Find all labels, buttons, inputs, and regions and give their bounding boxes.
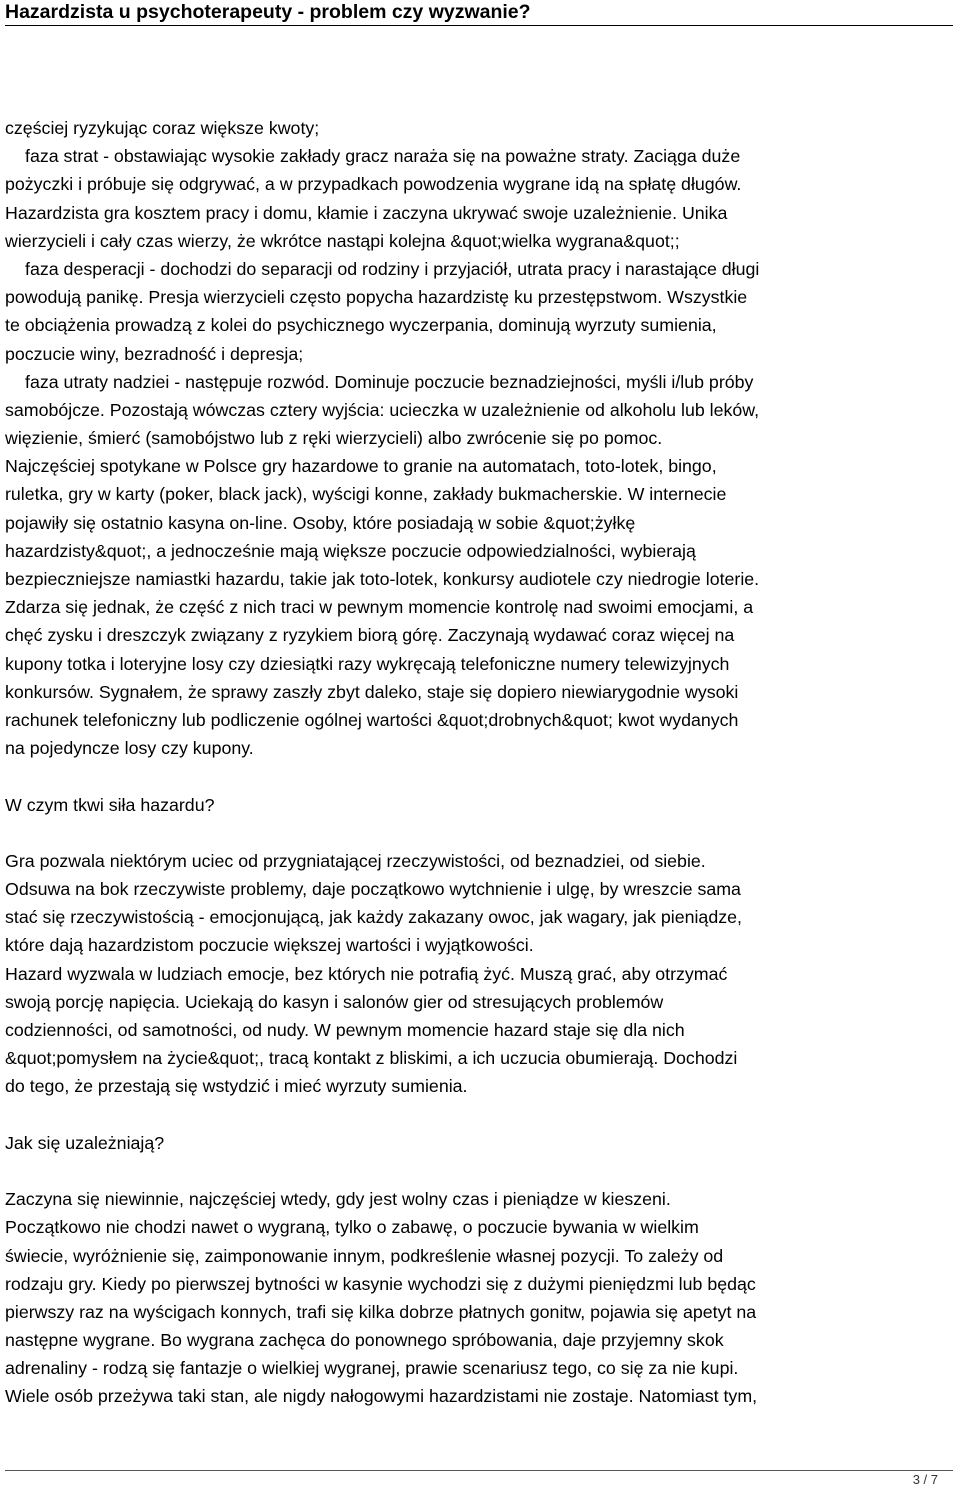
text-line: pożyczki i próbuje się odgrywać, a w przypadkach powodzenia wygrane idą na spłatę długów. [5, 174, 742, 195]
text-line: stać się rzeczywistością - emocjonującą, jak każdy zakazany owoc, jak wagary, jak pieniądze, [5, 907, 742, 928]
blank-line [5, 762, 955, 790]
text-line: Hazardzista gra kosztem pracy i domu, kłamie i zaczyna ukrywać swoje uzależnienie. Unika [5, 202, 728, 223]
blank-line [5, 819, 955, 847]
text-line: konkursów. Sygnałem, że sprawy zaszły zbyt daleko, staje się dopiero niewiarygodnie wysoki [5, 681, 739, 702]
text-line: częściej ryzykując coraz większe kwoty; [5, 118, 320, 138]
blank-line [5, 1101, 955, 1129]
page-number: 3 / 7 [912, 1472, 938, 1487]
text-line: codzienności, od samotności, od nudy. W pewnym momencie hazard staje się dla nich [5, 1020, 685, 1040]
text-line: swoją porcję napięcia. Uciekają do kasyn i salonów gier od stresujących problemów [5, 991, 664, 1012]
text-line: chęć zysku i dreszczyk związany z ryzykiem biorą górę. Zaczynają wydawać coraz więcej na [5, 625, 735, 646]
list-item-desperation-phase: faza desperacji - dochodzi do separacji od rodziny i przyjaciół, utrata pracy i narastające długi [25, 258, 760, 279]
text-line: rodzaju gry. Kiedy po pierwszej bytności w kasynie wychodzi się z dużymi pieniędzmi lub będąc [5, 1273, 756, 1294]
text-line: samobójcze. Pozostają wówczas cztery wyjścia: ucieczka w uzależnienie od alkoholu lub leków, [5, 399, 760, 420]
text-line: &quot;pomysłem na życie&quot;, tracą kontakt z bliskimi, a ich uczucia obumierają. Dochodzi [5, 1048, 738, 1069]
text-line: poczucie winy, bezradność i depresja; [5, 343, 304, 364]
text-line: powodują panikę. Presja wierzycieli często popycha hazardzistę ku przestępstwom. Wszystkie [5, 287, 748, 308]
document-title: Hazardzista u psychoterapeuty - problem czy wyzwanie? [5, 1, 531, 23]
header-divider [5, 25, 953, 26]
text-line: Początkowo nie chodzi nawet o wygraną, tylko o zabawę, o poczucie bywania w wielkim [5, 1217, 699, 1238]
text-line: na pojedyncze losy czy kupony. [5, 738, 254, 759]
list-item-hopelessness-phase: faza utraty nadziei - następuje rozwód. Dominuje poczucie beznadziejności, myśli i/lub próby [25, 371, 754, 392]
text-line: ruletka, gry w karty (poker, black jack), wyścigi konne, zakłady bukmacherskie. W internecie [5, 484, 727, 505]
text-line: Zdarza się jednak, że część z nich traci w pewnym momencie kontrolę nad swoimi emocjami, a [5, 597, 754, 618]
text-line: do tego, że przestają się wstydzić i mieć wyrzuty sumienia. [5, 1076, 468, 1097]
page-header [5, 0, 953, 27]
text-line: pojawiły się ostatnio kasyna on-line. Osoby, które posiadają w sobie &quot;żyłkę [5, 512, 636, 533]
document-body [5, 114, 955, 1411]
text-line: rachunek telefoniczny lub podliczenie ogólnej wartości &quot;drobnych&quot; kwot wydanych [5, 709, 739, 730]
text-line: hazardzisty&quot;, a jednocześnie mają większe poczucie odpowiedzialności, wybierają [5, 540, 696, 561]
text-line: Gra pozwala niektórym uciec od przygniatającej rzeczywistości, od beznadziei, od siebie. [5, 850, 706, 871]
text-line: Najczęściej spotykane w Polsce gry hazardowe to granie na automatach, toto-lotek, bingo, [5, 456, 717, 477]
text-line: kupony totka i loteryjne losy czy dziesiątki razy wykręcają telefoniczne numery telewizyjnych [5, 653, 730, 674]
text-line: bezpieczniejsze namiastki hazardu, takie jak toto-lotek, konkursy audiotele czy niedrogie loterie. [5, 569, 760, 589]
text-line: wierzycieli i cały czas wierzy, że wkrótce nastąpi kolejna &quot;wielka wygrana&quot;; [5, 230, 680, 251]
text-line: więzienie, śmierć (samobójstwo lub z ręki wierzycieli) albo zwrócenie się po pomoc. [5, 428, 663, 449]
text-line: Odsuwa na bok rzeczywiste problemy, daje początkowo wytchnienie i ulgę, by wreszcie sama [5, 879, 741, 900]
list-item-loss-phase: faza strat - obstawiając wysokie zakłady gracz naraża się na poważne straty. Zaciąga duże [25, 146, 741, 167]
text-line: pierwszy raz na wyścigach konnych, trafi się kilka dobrze płatnych gonitw, pojawia się apetyt na [5, 1301, 757, 1322]
footer-divider [5, 1470, 953, 1471]
text-line: te obciążenia prowadzą z kolei do psychicznego wyczerpania, dominują wyrzuty sumienia, [5, 315, 717, 336]
blank-line [5, 1157, 955, 1185]
text-line: Wiele osób przeżywa taki stan, ale nigdy nałogowymi hazardzistami nie zostaje. Natomiast tym, [5, 1386, 758, 1407]
text-line: Hazard wyzwala w ludziach emocje, bez których nie potrafią żyć. Muszą grać, aby otrzymać [5, 963, 728, 984]
section-heading-power-of-gambling: W czym tkwi siła hazardu? [5, 794, 215, 815]
section-heading-how-addiction-starts: Jak się uzależniają? [5, 1132, 165, 1153]
text-line: które dają hazardzistom poczucie większej wartości i wyjątkowości. [5, 935, 534, 956]
text-line: adrenaliny - rodzą się fantazje o wielkiej wygranej, prawie scenariusz tego, co się za nie kupi. [5, 1358, 739, 1379]
text-line: Zaczyna się niewinnie, najczęściej wtedy, gdy jest wolny czas i pieniądze w kieszeni. [5, 1189, 671, 1210]
text-line: świecie, wyróżnienie się, zaimponowanie innym, podkreślenie własnej pozycji. To zależy od [5, 1245, 724, 1266]
text-line: następne wygrane. Bo wygrana zachęca do ponownego spróbowania, daje przyjemny skok [5, 1330, 724, 1351]
